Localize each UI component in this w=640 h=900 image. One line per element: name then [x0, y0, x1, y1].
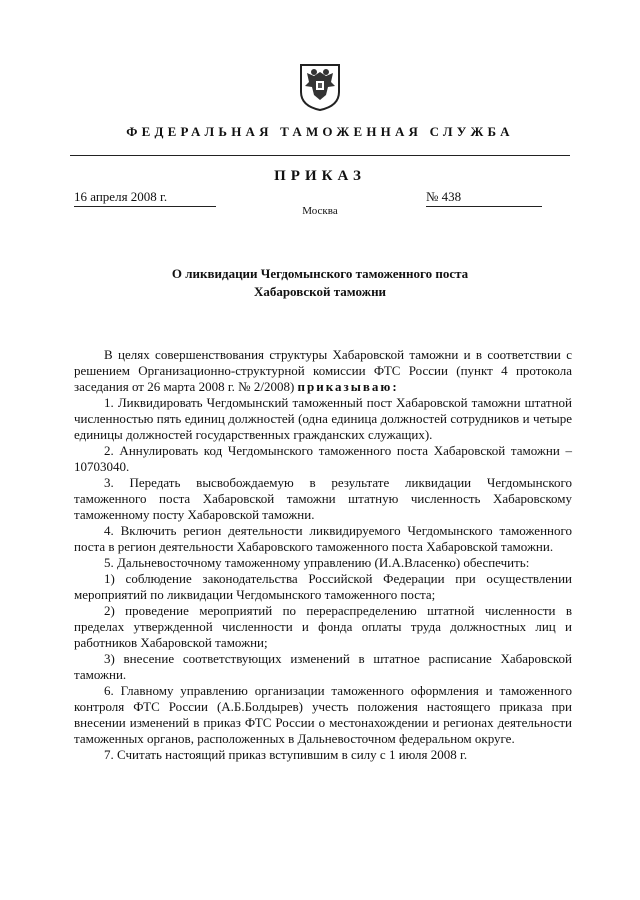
paragraph-1: 1. Ликвидировать Чегдомынский таможенный пост Хабаровской таможни штатной численностью пять единиц должностей (одна единица должностей сотрудников и четыре единицы должностей государственных гражданских служащих).	[74, 395, 572, 442]
preamble-paragraph	[74, 347, 572, 395]
order-number: № 438	[426, 188, 542, 207]
agency-name: ФЕДЕРАЛЬНАЯ ТАМОЖЕННАЯ СЛУЖБА	[126, 124, 514, 139]
paragraph-5-2: 2) проведение мероприятий по перераспределению штатной численности в пределах утвержденной численности и фонда оплаты труда должностных лиц и работников Хабаровской таможни;	[74, 603, 572, 650]
header-divider	[70, 155, 570, 156]
issue-city: Москва	[302, 205, 338, 217]
title-line-1: О ликвидации Чегдомынского таможенного поста	[171, 266, 469, 281]
paragraph-4: 4. Включить регион деятельности ликвидируемого Чегдомынского таможенного поста в регион деятельности Хабаровского таможенного поста Хабаровской таможни.	[74, 523, 572, 554]
paragraph-3: 3. Передать высвобождаемую в результате ликвидации Чегдомынского таможенного поста Хабаровской таможни штатную численность Хабаровскому таможенному посту Хабаровской таможни.	[74, 475, 572, 522]
order-word: приказываю:	[297, 379, 399, 394]
paragraph-2: 2. Аннулировать код Чегдомынского таможенного поста Хабаровской таможни – 10703040.	[74, 443, 572, 474]
paragraph-5-1: 1) соблюдение законодательства Российской Федерации при осуществлении мероприятий по ликвидации Чегдомынского таможенного поста;	[74, 571, 572, 602]
coat-of-arms-emblem	[297, 62, 343, 112]
paragraph-5-3: 3) внесение соответствующих изменений в штатное расписание Хабаровской таможни.	[74, 651, 572, 682]
paragraph-7: 7. Считать настоящий приказ вступившим в силу с 1 июля 2008 г.	[104, 747, 468, 762]
document-body	[74, 347, 572, 763]
paragraph-5: 5. Дальневосточному таможенному управлению (И.А.Власенко) обеспечить:	[104, 555, 530, 570]
preamble-text: В целях совершенствования структуры Хабаровской таможни и в соответствии с решением Организационно-структурной комиссии ФТС России (пункт 4 протокола заседания от 26 марта 2008 г. № 2/2008)	[74, 347, 572, 394]
document-title	[70, 265, 570, 301]
title-line-2: Хабаровской таможни	[253, 284, 387, 299]
order-date: 16 апреля 2008 г.	[74, 188, 216, 207]
document-type: ПРИКАЗ	[274, 168, 366, 184]
paragraph-6: 6. Главному управлению организации таможенного оформления и таможенного контроля ФТС России (А.Б.Болдырев) учесть положения настоящего приказа при внесении изменений в приказ ФТС России о местонахождении и регионах деятельности таможенных органов, расположенных в Дальневосточном федеральном округе.	[74, 683, 572, 746]
